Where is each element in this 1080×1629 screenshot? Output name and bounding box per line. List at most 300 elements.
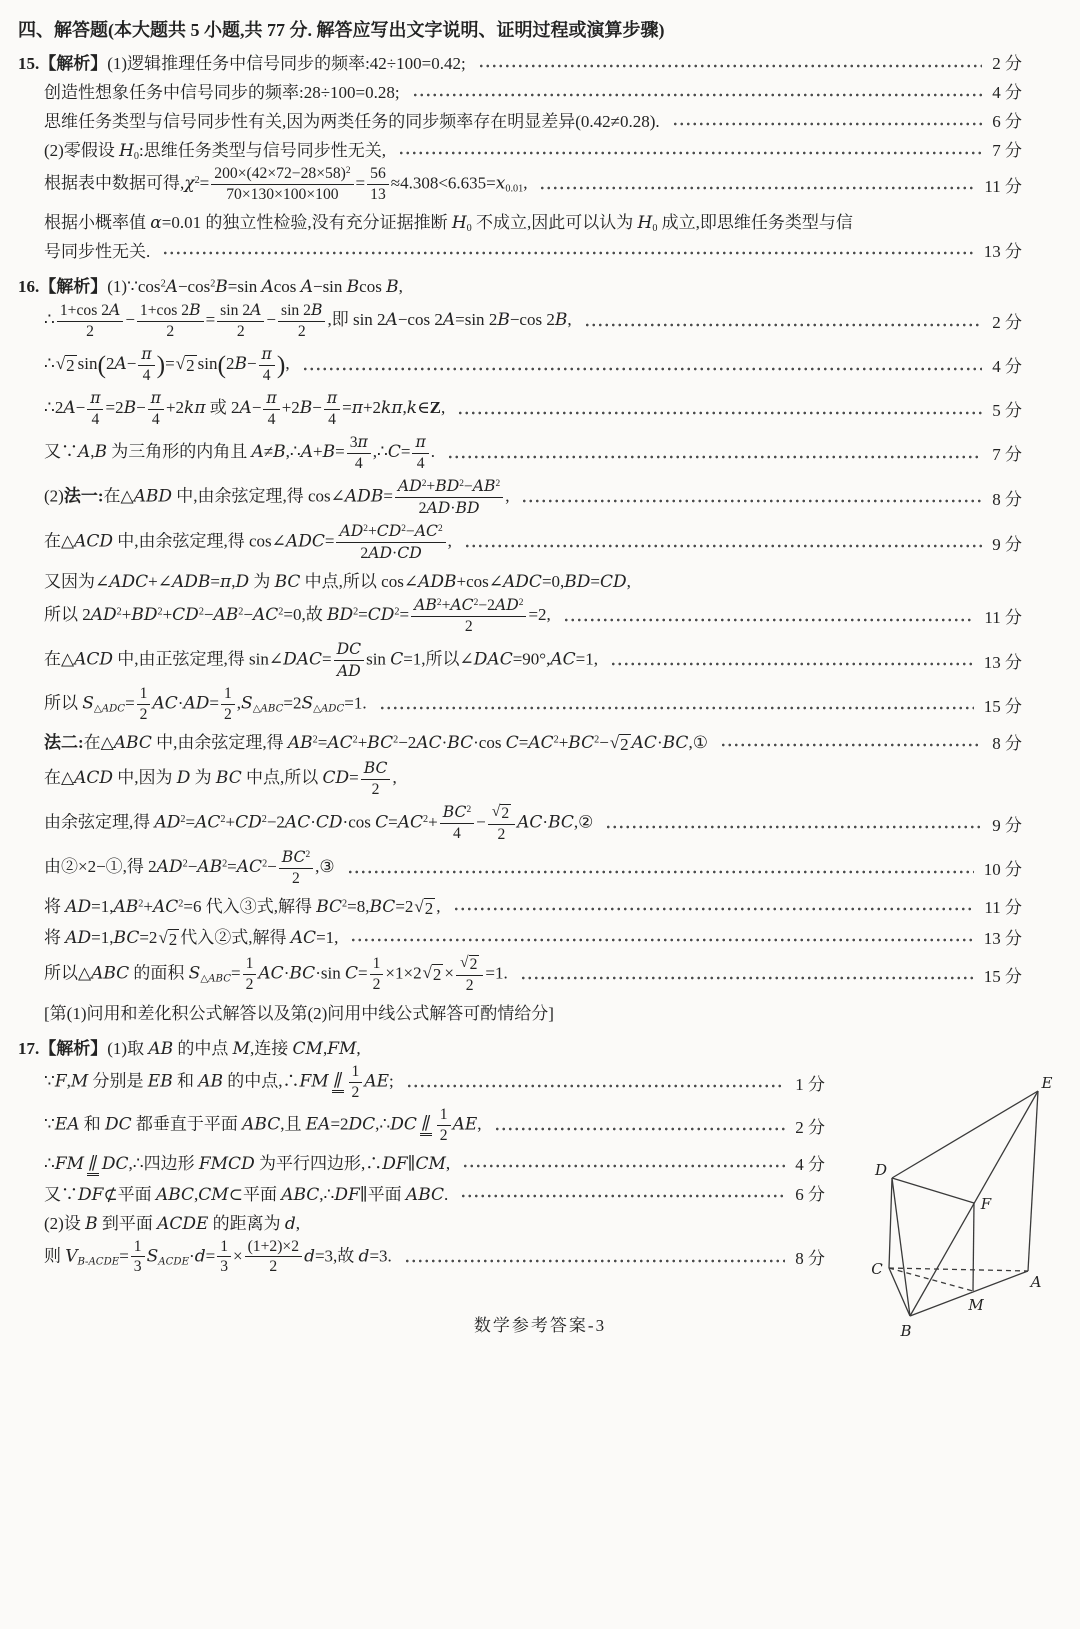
numerator: 1 [221,685,235,705]
solution-line [18,522,1022,563]
solution-line [18,345,1022,385]
fraction [263,389,279,429]
dot-leader [563,615,975,625]
line-text: (2)设 B 到平面 ACDE 的距离为 d, [44,1213,301,1234]
score-label: 4 分 [992,357,1022,377]
solution-line [18,1063,825,1102]
math-variable: ABC [208,973,231,985]
superscript: 2 [194,174,200,186]
math-variable: S [188,962,201,983]
math-variable: AB [198,1070,223,1091]
superscript: 2 [116,606,122,618]
superscript: 2 [305,849,311,860]
math-variable: d [194,1245,206,1266]
denominator: 3 [133,1258,142,1276]
math-variable: H [451,212,467,233]
score-label: 8 分 [795,1249,825,1269]
math-variable: AD [494,594,519,614]
math-variable: AB [113,896,139,917]
math-variable: BD [455,497,480,517]
vertex-label-E: E [1041,1073,1053,1092]
dot-leader [404,1256,785,1266]
superscript: 2 [182,857,188,869]
parallel-slashes: ∥ [331,1070,344,1090]
square-root [610,734,631,755]
subscript: △ABC [200,973,231,985]
denominator [334,661,364,681]
math-variable: k [406,397,418,418]
math-variable: AB [213,604,239,625]
denominator: 4 [416,454,425,472]
solution-line [18,567,1022,592]
line-text: 思维任务类型与信号同步性有关,因为两类任务的同步频率存在明显差异(0.42≠0.28). [44,112,660,131]
math-variable: x [495,173,506,194]
line-text: 又因为∠ADC+∠ADB=π,D 为 BC 中点,所以 cos∠ADB+cos∠ADC=0,BD=CD, [44,571,631,592]
fraction [259,345,275,385]
square-root [414,898,435,919]
score-label: 13 分 [983,241,1022,261]
numerator [440,803,474,824]
denominator: 2 [351,1083,360,1101]
math-variable: AE [364,1070,390,1091]
fraction [488,803,515,844]
line-text: ∴2A− $\frac{\pi}{4}$ =2B− $\frac{\pi}{4}$ +2kπ 或 2A− $\frac{\pi}{4}$ +2B− $\frac{\pi}{4}$ =π+2kπ,k∈Z, [44,387,446,428]
dot-leader [162,248,974,258]
score-label: 13 分 [983,928,1022,948]
solution-line [18,208,1022,233]
math-variable: DC [336,638,362,658]
math-variable: AB [472,475,496,495]
math-variable: ADC [101,703,126,715]
superscript: 2 [363,523,368,534]
line-text: 在△ACD 中,因为 D 为 BC 中点,所以 CD= $\frac{BC}{2}$ , [44,757,397,798]
denominator: 2 [497,825,506,843]
dot-leader [412,90,983,100]
math-variable: FM [299,1070,329,1091]
denominator: 4 [91,410,100,428]
math-variable: DC [101,1153,129,1174]
superscript: 2 [553,734,559,746]
radical-sign: √ [460,953,469,971]
square-root [56,355,77,376]
line-text: 号同步性无关. [44,241,151,261]
score-label: 2 分 [992,54,1022,73]
fraction [440,803,474,843]
math-variable: S [146,1245,159,1266]
math-variable: C [390,649,404,670]
score-label: 4 分 [795,1154,825,1174]
superscript: 2 [401,523,406,534]
section-header: 四、解答题(本大题共 5 小题,共 77 分. 解答应写出文字说明、证明过程或演算步骤) [18,20,665,40]
solution-line [18,999,1022,1024]
subscript: △ADC [93,703,126,715]
math-variable: ADC [503,571,542,592]
score-label: 13 分 [983,652,1022,672]
score-label: 6 分 [992,112,1022,131]
fraction [349,1063,363,1102]
line-text: (2)零假设 $H_0$:思维任务类型与信号同步性无关, [44,141,386,163]
score-label: 15 分 [983,966,1022,986]
superscript: 2 [312,734,318,746]
vertex-label-D: D [874,1160,888,1179]
solution-line [18,136,1022,161]
denominator: 3 [220,1258,228,1276]
math-variable: B [346,276,360,297]
open-paren: ( [217,349,226,379]
math-variable: AD [397,475,422,495]
math-variable: AC [631,732,657,753]
radical-sign: √ [609,732,620,752]
math-variable: C [375,812,389,833]
line-text: 根据表中数据可得$,\chi^2=$ $\frac{200\times(42\times 72-28\times 58)^2}{70\times 130\times 100\times 100}$ = $\frac{56}{13}$ $\approx 4.308<6.635=x_{0.01}$, [44,165,528,203]
score-label: 11 分 [984,897,1022,917]
math-variable: BC [447,732,474,753]
superscript: 2 [495,478,501,489]
superscript: 2 [262,857,268,869]
numerator [259,345,275,366]
math-variable: AD [339,520,364,540]
math-variable: A [165,276,178,297]
fraction [278,301,325,341]
math-variable: ADC [320,703,345,715]
math-variable: ADB [418,571,457,592]
solution-line [18,49,1022,74]
solution-line [18,923,1022,950]
math-variable: π [150,387,161,407]
superscript: 2 [198,606,204,618]
math-variable: α [150,212,162,233]
radical-sign: √ [422,962,432,982]
score-label: 7 分 [992,141,1022,160]
math-variable: DF [334,1184,360,1205]
math-variable: AC [236,856,263,877]
math-variable: ADB [344,486,384,507]
math-variable: ABC [242,1113,281,1134]
line-text: 又∵A,B 为三角形的内角且 A≠B,∴A+B= $\frac{3\pi}{4}$ ,∴C= $\frac{\pi}{4}$ . [44,431,436,472]
math-variable: ADC [109,571,149,592]
vertex-label-F: F [980,1194,992,1213]
math-variable: d [358,1245,370,1266]
fraction [370,955,384,994]
numerator: 1 [243,955,257,975]
math-variable: EA [305,1113,331,1134]
math-variable: χ [184,173,195,194]
math-variable: π [220,571,232,592]
solution-line [18,848,1022,888]
solution-line [18,759,1022,799]
math-variable: S [241,693,253,714]
superscript: 2 [518,597,524,608]
math-variable: AC [327,732,353,753]
edge-EA [1028,1091,1038,1271]
line-text: 又∵DF⊄平面 ABC,CM⊂平面 ABC,∴DF∥平面 ABC. [44,1184,449,1205]
math-variable: DAC [283,649,323,670]
numerator: 1+cos 2A [57,301,123,322]
numerator [138,345,154,366]
vertex-label-C: C [871,1259,883,1278]
score-label: 8 分 [992,489,1022,509]
paren-group: (2A− $\frac{\pi}{4}$ ) [97,343,166,384]
math-variable: B [234,353,247,374]
math-variable: AC [528,732,554,753]
fraction [221,685,235,724]
solution-line [18,728,1022,755]
math-variable: A [63,397,76,418]
numerator [412,433,428,454]
math-variable: AC [252,604,279,625]
denominator: 2 [297,322,306,340]
numerator: 1 [437,1106,451,1126]
math-variable: AC [195,812,221,833]
superscript: 2 [220,813,226,825]
dot-leader [398,148,982,158]
dot-leader [457,408,982,418]
solution-line [18,301,1022,341]
math-variable: A [109,299,121,319]
fraction [211,165,353,204]
math-variable: CM [415,1153,446,1174]
line-text: 由②×2−①,得 $2AD^2-AB^2=AC^2-$ $\frac{BC^2}{2}$ ,③ [44,846,335,887]
math-variable: AD [336,660,361,680]
math-variable: AD [65,927,92,948]
math-variable: FM [54,1153,85,1174]
score-label: 9 分 [992,815,1022,835]
solution-line [18,954,1022,995]
superscript: 2 [138,897,144,909]
vertex-label-B: B [900,1321,912,1340]
fraction [324,389,340,429]
math-variable: BD [326,604,354,625]
denominator: 2 [464,617,473,635]
math-variable: ABC [260,703,284,715]
paren-group: (2B− $\frac{\pi}{4}$ ) [217,343,286,384]
math-variable: π [266,387,277,407]
math-variable: DF [78,1184,104,1205]
score-label: 11 分 [984,176,1022,196]
fraction [279,848,313,888]
math-variable: B [554,309,568,330]
line-text: 所以 $S_{\triangle ADC}=$ $\frac{1}{2}$ AC·AD= $\frac{1}{2}$ $,S_{\triangle ABC}=2S_{\triangle ADC}=1$. [44,684,367,723]
math-variable: AB [414,594,437,614]
math-variable: A [78,441,91,462]
denominator: 2 [371,780,380,798]
math-variable: π [261,343,272,363]
dot-leader [464,541,982,551]
math-variable: ABC [405,1184,445,1205]
line-text: 法二:在△ABC 中,由余弦定理,得 $AB^2=AC^2+BC^2-2AC\cdot BC\cdot\cos$ $C=AC^2+BC^2-$ √ 2 AC·BC,① [44,732,708,754]
score-label: 9 分 [992,534,1022,554]
math-variable: DAC [473,649,513,670]
square-root [176,355,197,376]
vertex-label-A: A [1030,1272,1042,1291]
solution-line [18,165,1022,204]
parallel-equal-symbol [332,1072,344,1093]
numerator: (1+2)×2 [245,1238,302,1258]
math-variable: CD [315,812,343,833]
radicand: 2 [66,355,75,375]
solution-line [18,237,1022,262]
math-variable: AC [416,732,442,753]
math-variable: CD [235,812,262,833]
solution-line [18,433,1022,473]
math-variable: DC [390,1113,417,1134]
subscript [158,1256,189,1267]
fraction [456,954,483,995]
edge-DC [889,1178,892,1268]
dot-leader [347,867,974,877]
line-text: 将 $AD=1,AB^2+AC^2=6$ 代入③式,解得 $BC^2=8,BC=2$ √ 2 , [44,896,441,918]
line-text: 在△ACD 中,由余弦定理,得 cos∠ADC= $\frac{AD^2+CD^2-AC^2}{2AD\cdot CD}$ , [44,520,452,562]
math-variable: D [235,571,250,592]
fraction [411,596,526,636]
score-label: 2 分 [795,1117,825,1137]
score-label: 11 分 [984,608,1022,628]
fraction [334,640,364,681]
math-variable: kπ [184,397,206,418]
score-label: 4 分 [992,83,1022,102]
math-variable: π [141,343,152,363]
line-text: [第(1)问用和差化积公式解答以及第(2)问用中线公式解答可酌情给分] [44,1003,554,1023]
radicand: 2 [432,964,442,984]
math-variable: AD [368,542,393,562]
math-variable: BD [131,604,158,625]
math-variable: AC [152,693,178,714]
score-label: 6 分 [795,1184,825,1204]
numerator: sin 2A [217,301,264,322]
math-variable: ABC [91,962,130,983]
dot-leader [605,822,982,832]
math-variable: DC [105,1113,132,1134]
math-variable: V [65,1245,78,1266]
fraction [138,345,154,385]
solution-line [18,803,1022,844]
line-text: 在△ACD 中,由正弦定理,得 sin∠DAC= $\frac{DC}{AD}$ sin C=1,所以∠DAC=90°,AC=1, [44,638,598,680]
dot-leader [539,183,974,193]
superscript: 2 [393,734,399,746]
bold-text: 16.【解析】 [18,276,108,296]
page-footer: 数学参考答案-3 [473,1316,607,1336]
math-variable: AD [90,604,117,625]
math-variable: BC [281,846,306,866]
solution-line [18,78,1022,103]
subscript: 0 [652,223,658,235]
superscript: 2 [423,813,429,825]
math-variable: B [322,441,336,462]
math-variable: AC [450,594,474,614]
dot-leader [610,659,974,669]
math-variable: B [94,441,108,462]
superscript: 2 [180,813,186,825]
math-variable: H [637,212,653,233]
math-variable: CD [367,604,395,625]
line-text: ∵F,M 分别是 EB 和 AB 的中点,∴FM ∥ $\frac{1}{2}$ AE; [44,1062,394,1101]
radical-sign: √ [55,353,66,373]
math-variable: BC [367,732,394,753]
denominator: 4 [328,410,336,428]
dot-leader [494,1124,786,1134]
math-variable: AD [426,497,451,517]
superscript: 2 [342,897,348,909]
superscript: 2 [394,606,400,618]
bold-text: 17.【解析】 [18,1038,108,1058]
numerator: 1 [217,1238,231,1258]
math-variable: B [215,276,228,297]
superscript: 2 [352,734,358,746]
solution-line [18,1149,825,1176]
line-text: 创造性想象任务中信号同步的频率:28÷100=0.28; [44,83,400,102]
math-variable: π [415,431,426,451]
solution-line [18,1106,825,1145]
radical-sign: √ [491,802,501,820]
math-variable: BC [568,732,595,753]
math-variable: EB [147,1070,173,1091]
denominator: 2 [223,705,232,723]
solution-line [18,640,1022,681]
denominator: 2 [372,975,381,993]
superscript: 2 [278,606,284,618]
line-text: 17.【解析】(1)取 AB 的中点 M,连接 CM,FM, [18,1038,361,1059]
problem-15 [0,44,1080,267]
line-text: ∴ √ 2 sin(2A− $\frac{\pi}{4}$ )= √ 2 sin(2B− $\frac{\pi}{4}$ ), [44,343,290,384]
math-variable: AD [65,896,92,917]
superscript: 2 [436,597,442,608]
math-variable: AC [550,649,576,670]
score-label: 1 分 [795,1074,825,1094]
math-variable: BC [289,962,316,983]
math-variable: A [300,276,313,297]
denominator: 4 [151,410,160,428]
fraction [395,477,503,518]
math-variable: AC [414,520,438,540]
math-variable: B [497,309,510,330]
numerator [148,389,164,410]
math-variable: d [304,1245,315,1266]
superscript: 2 [222,857,228,869]
numerator [263,389,279,410]
math-variable: AB [287,732,313,753]
math-variable: AE [452,1113,478,1134]
subscript: △ADC [313,703,345,715]
radicand: 2 [424,898,434,918]
denominator: 2 [439,1126,448,1144]
subscript: 0 [466,223,472,235]
math-variable: BC [662,732,689,753]
numerator: 3π [347,433,371,454]
superscript: 2 [345,165,351,176]
math-variable: AC [258,962,284,983]
math-variable: H [119,141,134,161]
line-text: 则 $V_{B-ACDE}=$ $\frac{1}{3}$ $S_{ACDE}\cdot d=$ $\frac{1}{3}$ × $\frac{(1+2)\times 2}{2}$ d=3,故 d=3. [44,1237,392,1276]
fraction [336,522,445,563]
superscript: 2 [421,478,427,489]
edge-DF [892,1178,974,1203]
math-variable: CD [322,767,350,788]
superscript: 2 [466,805,472,815]
math-variable: BC [442,802,467,822]
math-variable: A [385,309,398,330]
denominator: 2 [245,975,254,993]
math-variable: A [239,397,252,418]
square-root [492,804,511,823]
fraction [137,301,204,341]
superscript: 2 [238,606,244,618]
line-text: 16.【解析】$(1)\because\cos^2A-\cos^2B=\sin$ Acos A−sin Bcos B, [18,276,403,297]
numerator: 1 [131,1238,145,1258]
math-variable: C [505,732,519,753]
numerator [279,848,313,869]
denominator: 2 [86,322,94,340]
superscript: 2 [178,897,184,909]
